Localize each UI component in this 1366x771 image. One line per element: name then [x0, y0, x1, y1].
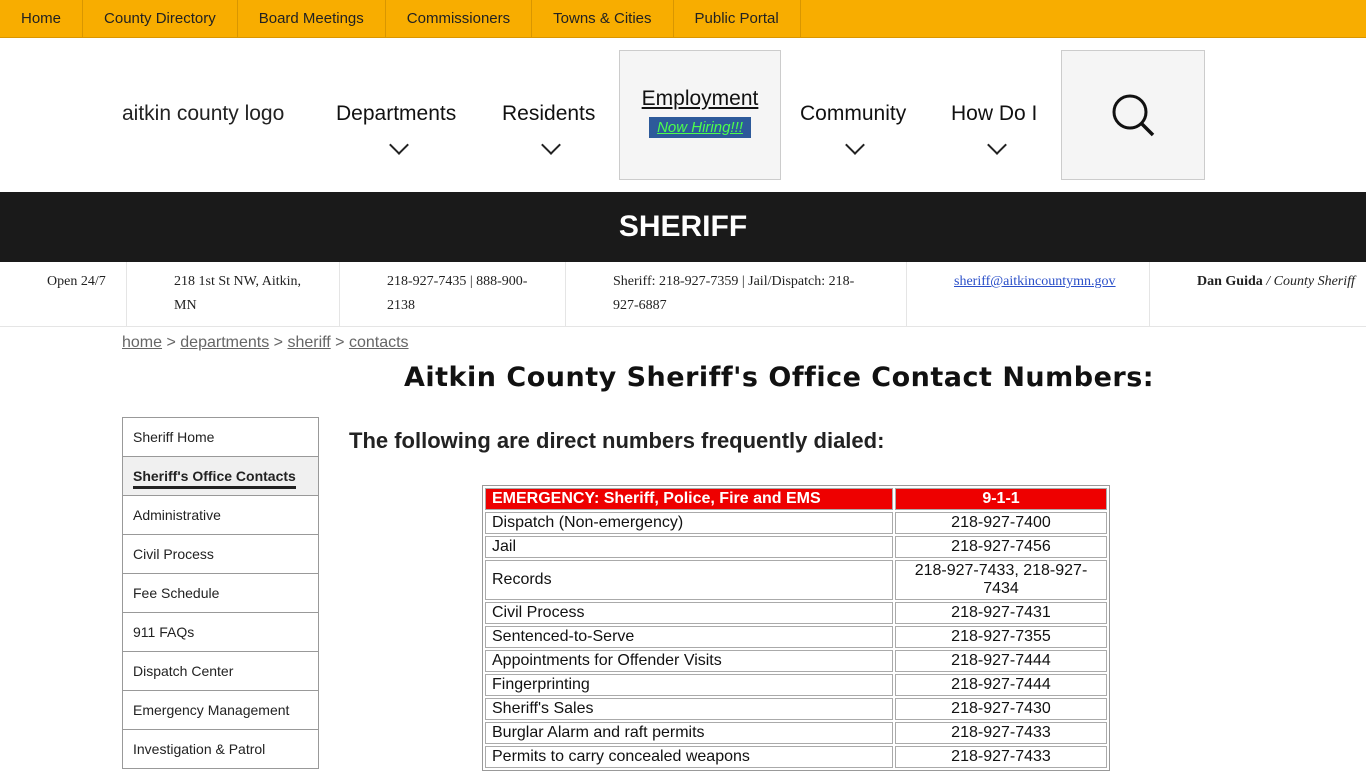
page-title: Aitkin County Sheriff's Office Contact Numbers:	[404, 362, 1155, 393]
nav-label: Departments	[336, 102, 457, 125]
chevron-down-icon	[541, 135, 561, 155]
search-button[interactable]	[1061, 50, 1205, 180]
nav-label: Community	[800, 102, 907, 125]
contact-name: Burglar Alarm and raft permits	[485, 722, 893, 744]
topnav-home[interactable]: Home	[0, 0, 83, 37]
topnav-commissioners[interactable]: Commissioners	[386, 0, 532, 37]
table-row	[485, 626, 1107, 648]
info-bar	[0, 262, 1366, 327]
county-logo[interactable]: aitkin county logo	[122, 102, 285, 125]
contact-name: Civil Process	[485, 602, 893, 624]
search-icon	[1062, 51, 1206, 181]
email-link[interactable]: sheriff@aitkincountymn.gov	[954, 274, 1116, 289]
sidebar-item-911-faqs[interactable]: 911 FAQs	[123, 613, 318, 652]
sheriff-phone: Sheriff: 218-927-7359 | Jail/Dispatch: 218-927-6887	[566, 262, 907, 326]
topnav-county-directory[interactable]: County Directory	[83, 0, 238, 37]
phone: 218-927-7435 | 888-900-2138	[340, 262, 566, 326]
breadcrumb-departments[interactable]: departments	[180, 334, 270, 351]
table-row	[485, 488, 1107, 510]
phone-number: 218-927-7444	[895, 674, 1107, 696]
sidebar-item-civil-process[interactable]: Civil Process	[123, 535, 318, 574]
phone-number: 218-927-7433	[895, 746, 1107, 768]
sidebar-item-emergency-management[interactable]: Emergency Management	[123, 691, 318, 730]
contact-name: EMERGENCY: Sheriff, Police, Fire and EMS	[485, 488, 893, 510]
nav-label: How Do I	[951, 102, 1038, 125]
page-subtitle: The following are direct numbers frequently dialed:	[349, 428, 885, 453]
breadcrumb-sheriff[interactable]: sheriff	[287, 334, 331, 351]
table-row	[485, 722, 1107, 744]
topnav-public-portal[interactable]: Public Portal	[674, 0, 801, 37]
table-row	[485, 746, 1107, 768]
contact-table	[482, 485, 1110, 771]
phone-number: 9-1-1	[895, 488, 1107, 510]
table-row	[485, 602, 1107, 624]
contact-name: Jail	[485, 536, 893, 558]
title: / County Sheriff	[1266, 274, 1355, 289]
sidebar-item-administrative[interactable]: Administrative	[123, 496, 318, 535]
table-row	[485, 560, 1107, 600]
contact-name: Permits to carry concealed weapons	[485, 746, 893, 768]
chevron-down-icon	[389, 135, 409, 155]
nav-label: Residents	[502, 102, 596, 125]
sidebar-item-contacts[interactable]	[123, 457, 318, 496]
name: Dan Guida	[1197, 274, 1263, 289]
top-nav	[0, 0, 1366, 38]
sidebar	[122, 417, 319, 769]
phone-number: 218-927-7431	[895, 602, 1107, 624]
nav-employment[interactable]	[619, 50, 781, 180]
topnav-board-meetings[interactable]: Board Meetings	[238, 0, 386, 37]
table-row	[485, 698, 1107, 720]
breadcrumb-home[interactable]: home	[122, 334, 163, 351]
contact-name: Dispatch (Non-emergency)	[485, 512, 893, 534]
page-band-title: SHERIFF	[0, 192, 1366, 262]
breadcrumb: home > departments > sheriff > contacts	[122, 334, 409, 351]
address: 218 1st St NW, Aitkin, MN	[127, 262, 340, 326]
phone-number: 218-927-7355	[895, 626, 1107, 648]
phone-number: 218-927-7444	[895, 650, 1107, 672]
header	[0, 38, 1366, 192]
hours: Open 24/7	[0, 262, 127, 326]
contact-name: Fingerprinting	[485, 674, 893, 696]
phone-number: 218-927-7430	[895, 698, 1107, 720]
chevron-down-icon	[845, 135, 865, 155]
contact-name: Sentenced-to-Serve	[485, 626, 893, 648]
now-hiring-badge[interactable]: Now Hiring!!!	[649, 117, 751, 138]
sidebar-item-dispatch-center[interactable]: Dispatch Center	[123, 652, 318, 691]
phone-number: 218-927-7433	[895, 722, 1107, 744]
chevron-down-icon	[987, 135, 1007, 155]
table-row	[485, 512, 1107, 534]
sidebar-item-sheriff-home[interactable]: Sheriff Home	[123, 418, 318, 457]
table-row	[485, 674, 1107, 696]
table-row	[485, 536, 1107, 558]
sidebar-item-investigation-patrol[interactable]: Investigation & Patrol	[123, 730, 318, 769]
sidebar-item-fee-schedule[interactable]: Fee Schedule	[123, 574, 318, 613]
phone-number: 218-927-7433, 218-927-7434	[895, 560, 1107, 600]
table-row	[485, 650, 1107, 672]
topnav-towns-cities[interactable]: Towns & Cities	[532, 0, 673, 37]
contact-name: Records	[485, 560, 893, 600]
employment-link[interactable]: Employment	[641, 87, 759, 110]
breadcrumb-contacts[interactable]: contacts	[348, 334, 409, 351]
contact-name: Sheriff's Sales	[485, 698, 893, 720]
sheriff-name	[1150, 262, 1366, 326]
sidebar-label: Sheriff's Office Contacts	[133, 468, 296, 489]
contact-name: Appointments for Offender Visits	[485, 650, 893, 672]
email-cell	[907, 262, 1150, 326]
phone-number: 218-927-7456	[895, 536, 1107, 558]
phone-number: 218-927-7400	[895, 512, 1107, 534]
